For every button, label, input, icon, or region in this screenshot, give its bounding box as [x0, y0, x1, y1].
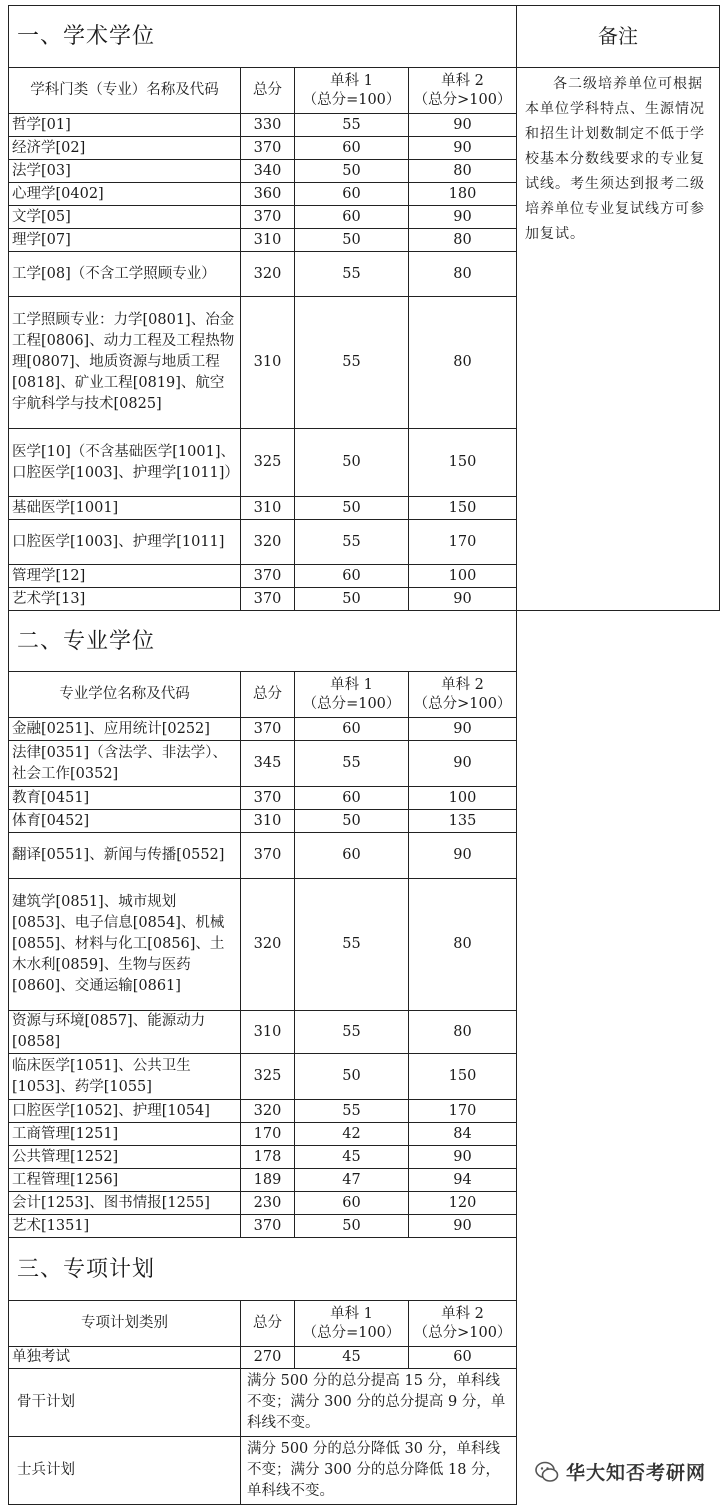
- row-name: 临床医学[1051]、公共卫生[1053]、药学[1055]: [9, 1054, 241, 1100]
- row-subject-1: 60: [295, 137, 409, 160]
- row-subject-2: 150: [409, 429, 517, 497]
- row-total: 320: [241, 520, 295, 565]
- section-title-academic: 一、学术学位: [9, 6, 517, 68]
- row-subject-2: 150: [409, 1054, 517, 1100]
- row-total: 330: [241, 114, 295, 137]
- row-name: 体育[0452]: [9, 810, 241, 833]
- row-subject-1: 55: [295, 297, 409, 429]
- table-row: [9, 718, 720, 741]
- row-subject-2: 90: [409, 114, 517, 137]
- row-subject-1: 50: [295, 429, 409, 497]
- blank-cell: [517, 1146, 720, 1169]
- section-title-special: 三、专项计划: [9, 1238, 517, 1301]
- blank-cell: [517, 1301, 720, 1347]
- header-subject-2: 单科 2 （总分>100）: [409, 68, 517, 114]
- row-name: 公共管理[1252]: [9, 1146, 241, 1169]
- row-name: 工学照顾专业：力学[0801]、冶金工程[0806]、动力工程及工程热物理[0807]、地质资源与地质工程 [0818]、矿业工程[0819]、航空宇航科学与技术[0825]: [9, 297, 241, 429]
- row-subject-2: 180: [409, 183, 517, 206]
- row-total: 170: [241, 1123, 295, 1146]
- row-subject-1: 55: [295, 114, 409, 137]
- row-subject-1: 55: [295, 741, 409, 787]
- blank-cell: [517, 718, 720, 741]
- row-subject-1: 45: [295, 1146, 409, 1169]
- table-row: [9, 1192, 720, 1215]
- blank-cell: [517, 1169, 720, 1192]
- row-name: 工商管理[1251]: [9, 1123, 241, 1146]
- plan-row: [9, 1369, 720, 1437]
- row-name: 资源与环境[0857]、能源动力[0858]: [9, 1011, 241, 1054]
- row-subject-2: 90: [409, 1215, 517, 1238]
- row-subject-2: 90: [409, 718, 517, 741]
- row-name: 金融[0251]、应用统计[0252]: [9, 718, 241, 741]
- row-subject-2: 170: [409, 520, 517, 565]
- row-name: 文学[05]: [9, 206, 241, 229]
- row-name: 翻译[0551]、新闻与传播[0552]: [9, 833, 241, 879]
- section-title-professional: 二、专业学位: [9, 611, 517, 672]
- blank-cell: [517, 1215, 720, 1238]
- table-row: [9, 1100, 720, 1123]
- blank-cell: [517, 833, 720, 879]
- row-subject-1: 50: [295, 160, 409, 183]
- row-subject-2: 80: [409, 252, 517, 297]
- row-subject-2: 90: [409, 833, 517, 879]
- row-subject-2: 150: [409, 497, 517, 520]
- table-row: [9, 741, 720, 787]
- row-subject-1: 50: [295, 1215, 409, 1238]
- row-name: 心理学[0402]: [9, 183, 241, 206]
- row-subject-2: 90: [409, 741, 517, 787]
- blank-cell: [517, 611, 720, 672]
- watermark-text: 华大知否考研网: [566, 1462, 707, 1484]
- row-subject-1: 55: [295, 520, 409, 565]
- row-subject-1: 50: [295, 1054, 409, 1100]
- row-subject-1: 55: [295, 252, 409, 297]
- row-subject-1: 50: [295, 497, 409, 520]
- row-total: 178: [241, 1146, 295, 1169]
- header-subject-1: 单科 1 （总分=100）: [295, 68, 409, 114]
- row-name: 理学[07]: [9, 229, 241, 252]
- row-total: 310: [241, 229, 295, 252]
- row-total: 310: [241, 297, 295, 429]
- plan-text: 满分 500 分的总分提高 15 分，单科线不变；满分 300 分的总分提高 9 分，单科线不变。: [241, 1369, 517, 1437]
- row-total: 370: [241, 1215, 295, 1238]
- header-subject-2: 单科 2 （总分>100）: [409, 1301, 517, 1347]
- row-name: 艺术[1351]: [9, 1215, 241, 1238]
- table-row: [9, 1169, 720, 1192]
- row-subject-1: 60: [295, 1192, 409, 1215]
- row-total: 370: [241, 833, 295, 879]
- blank-cell: [517, 1100, 720, 1123]
- row-subject-1: 47: [295, 1169, 409, 1192]
- row-subject-2: 84: [409, 1123, 517, 1146]
- blank-cell: [517, 810, 720, 833]
- blank-cell: [517, 1369, 720, 1437]
- row-subject-2: 135: [409, 810, 517, 833]
- row-subject-1: 60: [295, 787, 409, 810]
- row-name: 基础医学[1001]: [9, 497, 241, 520]
- header-total: 总分: [241, 1301, 295, 1347]
- table-row: [9, 833, 720, 879]
- table-row: [9, 1054, 720, 1100]
- row-subject-2: 90: [409, 206, 517, 229]
- row-name: 工学[08]（不含工学照顾专业）: [9, 252, 241, 297]
- row-subject-1: 50: [295, 229, 409, 252]
- row-subject-1: 60: [295, 183, 409, 206]
- row-subject-2: 80: [409, 297, 517, 429]
- header-total: 总分: [241, 68, 295, 114]
- row-total: 320: [241, 252, 295, 297]
- row-subject-2: 90: [409, 1146, 517, 1169]
- row-subject-1: 60: [295, 565, 409, 588]
- plan-label: 骨干计划: [9, 1369, 241, 1437]
- row-subject-1: 50: [295, 588, 409, 611]
- row-name: 医学[10]（不含基础医学[1001]、口腔医学[1003]、护理学[1011]）: [9, 429, 241, 497]
- row-subject-1: 42: [295, 1123, 409, 1146]
- row-name: 艺术学[13]: [9, 588, 241, 611]
- row-name: 口腔医学[1052]、护理[1054]: [9, 1100, 241, 1123]
- row-subject-1: 55: [295, 1011, 409, 1054]
- row-total: 360: [241, 183, 295, 206]
- blank-cell: [517, 1123, 720, 1146]
- plan-text: 满分 500 分的总分降低 30 分，单科线不变；满分 300 分的总分降低 18 分，单科线不变。: [241, 1437, 517, 1505]
- table-header-row: [9, 1301, 720, 1347]
- row-subject-1: 55: [295, 879, 409, 1011]
- row-name: 法学[03]: [9, 160, 241, 183]
- watermark: [534, 1458, 706, 1485]
- row-subject-2: 80: [409, 1011, 517, 1054]
- plan-label: 士兵计划: [9, 1437, 241, 1505]
- row-subject-2: 90: [409, 588, 517, 611]
- row-total: 370: [241, 588, 295, 611]
- row-subject-2: 80: [409, 879, 517, 1011]
- row-total: 310: [241, 810, 295, 833]
- row-subject-2: 100: [409, 565, 517, 588]
- row-subject-2: 94: [409, 1169, 517, 1192]
- row-subject-1: 50: [295, 810, 409, 833]
- remark-header: 备注: [517, 6, 720, 68]
- row-subject-2: 120: [409, 1192, 517, 1215]
- table-row: [9, 1146, 720, 1169]
- row-subject-1: 60: [295, 206, 409, 229]
- row-subject-2: 100: [409, 787, 517, 810]
- header-subject-2: 单科 2 （总分>100）: [409, 672, 517, 718]
- table-header-row: [9, 672, 720, 718]
- row-name: 哲学[01]: [9, 114, 241, 137]
- blank-cell: [517, 787, 720, 810]
- row-subject-1: 60: [295, 718, 409, 741]
- blank-cell: [517, 879, 720, 1011]
- row-name: 经济学[02]: [9, 137, 241, 160]
- row-total: 189: [241, 1169, 295, 1192]
- row-total: 325: [241, 1054, 295, 1100]
- blank-cell: [517, 1011, 720, 1054]
- table-row: [9, 1215, 720, 1238]
- table-row: [9, 1347, 720, 1369]
- row-subject-1: 45: [295, 1347, 409, 1369]
- header-total: 总分: [241, 672, 295, 718]
- remark-text: 各二级培养单位可根据本单位学科特点、生源情况和招生计划数制定不低于学校基本分数线要求的专业复试线。考生须达到报考二级培养单位专业复试线方可参加复试。: [517, 68, 720, 611]
- table-row: [9, 879, 720, 1011]
- row-name: 教育[0451]: [9, 787, 241, 810]
- row-name: 管理学[12]: [9, 565, 241, 588]
- header-subject-1: 单科 1 （总分=100）: [295, 1301, 409, 1347]
- blank-cell: [517, 1054, 720, 1100]
- table-row: [9, 810, 720, 833]
- row-subject-2: 170: [409, 1100, 517, 1123]
- blank-cell: [517, 1238, 720, 1301]
- row-total: 320: [241, 1100, 295, 1123]
- row-total: 340: [241, 160, 295, 183]
- row-subject-2: 90: [409, 137, 517, 160]
- header-name: 学科门类（专业）名称及代码: [9, 68, 241, 114]
- row-total: 370: [241, 206, 295, 229]
- blank-cell: [517, 1347, 720, 1369]
- header-name: 专业学位名称及代码: [9, 672, 241, 718]
- row-total: 370: [241, 718, 295, 741]
- row-subject-2: 60: [409, 1347, 517, 1369]
- header-subject-1: 单科 1 （总分=100）: [295, 672, 409, 718]
- row-total: 325: [241, 429, 295, 497]
- row-total: 370: [241, 565, 295, 588]
- row-subject-1: 60: [295, 833, 409, 879]
- blank-cell: [517, 1192, 720, 1215]
- table-row: [9, 1011, 720, 1054]
- row-total: 270: [241, 1347, 295, 1369]
- row-total: 370: [241, 137, 295, 160]
- table-row: [9, 787, 720, 810]
- row-total: 320: [241, 879, 295, 1011]
- wechat-icon: [534, 1459, 560, 1485]
- blank-cell: [517, 741, 720, 787]
- score-table: [8, 5, 720, 1505]
- row-total: 370: [241, 787, 295, 810]
- row-name: 建筑学[0851]、城市规划[0853]、电子信息[0854]、机械[0855]、材料与化工[0856]、土木水利[0859]、生物与医药[0860]、交通运输[0861]: [9, 879, 241, 1011]
- row-subject-1: 55: [295, 1100, 409, 1123]
- row-name: 口腔医学[1003]、护理学[1011]: [9, 520, 241, 565]
- row-name: 工程管理[1256]: [9, 1169, 241, 1192]
- row-subject-2: 80: [409, 160, 517, 183]
- header-name: 专项计划类别: [9, 1301, 241, 1347]
- table-row: [9, 1123, 720, 1146]
- row-name: 法律[0351]（含法学、非法学）、社会工作[0352]: [9, 741, 241, 787]
- row-total: 310: [241, 497, 295, 520]
- row-name: 会计[1253]、图书情报[1255]: [9, 1192, 241, 1215]
- row-total: 345: [241, 741, 295, 787]
- row-total: 310: [241, 1011, 295, 1054]
- row-total: 230: [241, 1192, 295, 1215]
- table-header-row: [9, 68, 720, 114]
- blank-cell: [517, 672, 720, 718]
- row-subject-2: 80: [409, 229, 517, 252]
- row-name: 单独考试: [9, 1347, 241, 1369]
